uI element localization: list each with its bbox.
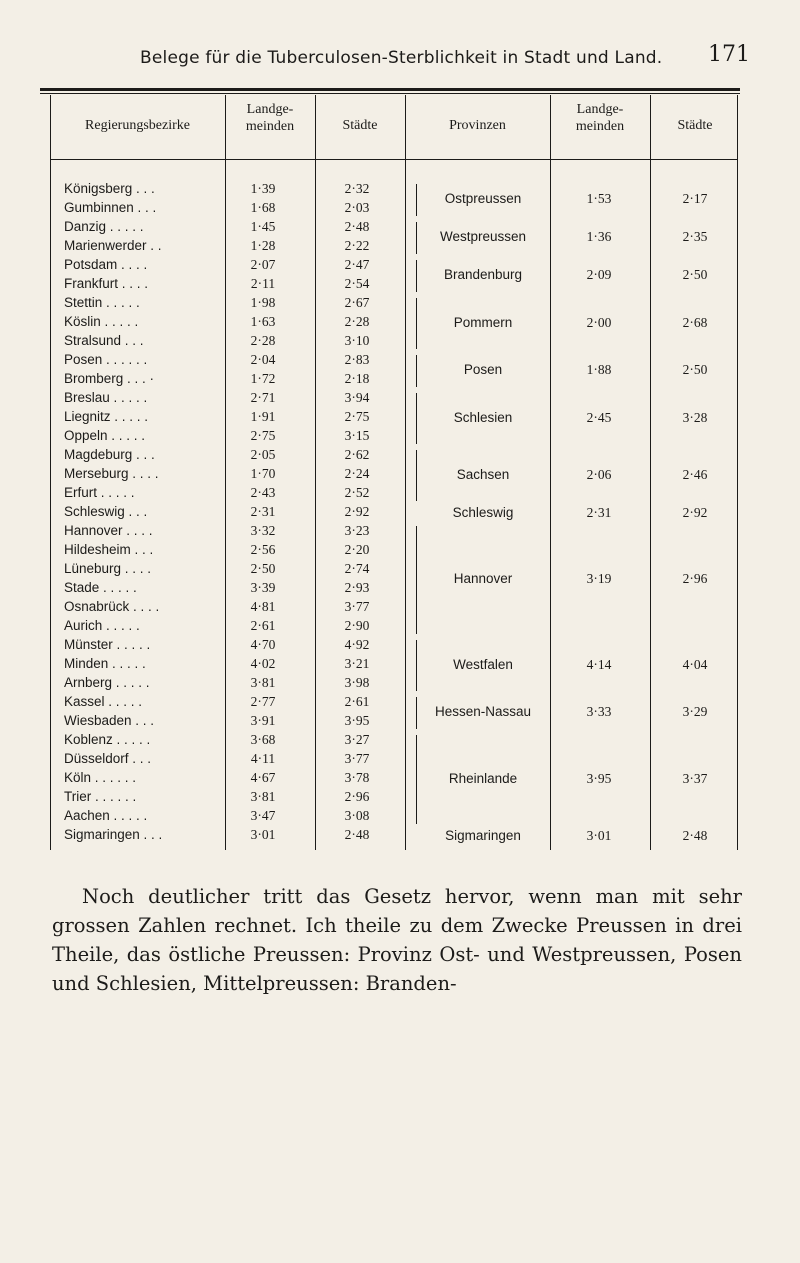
bezirk-name: Schleswig . . . <box>64 504 148 519</box>
table-row <box>40 333 740 352</box>
province-staedte: 3·37 <box>682 770 708 786</box>
table-row <box>40 694 740 713</box>
bezirk-landgemeinden: 2·75 <box>250 428 276 443</box>
province-name: Sigmaringen <box>445 827 521 843</box>
bezirk-name: Magdeburg . . . <box>64 447 155 462</box>
bezirk-staedte: 2·22 <box>344 238 370 253</box>
top-rule <box>40 88 740 91</box>
bezirk-landgemeinden: 2·11 <box>250 276 276 291</box>
bezirk-name: Osnabrück . . . . <box>64 599 160 614</box>
bezirk-landgemeinden: 3·91 <box>250 713 276 728</box>
province-name: Ostpreussen <box>444 191 522 206</box>
header-provinzen: Provinzen <box>449 118 506 133</box>
bezirk-name: Düsseldorf . . . <box>64 751 152 766</box>
bezirk-name: Arnberg . . . . . <box>64 675 150 690</box>
bezirk-name: Trier . . . . . . <box>64 789 137 804</box>
bezirk-name: Köln . . . . . . <box>64 770 137 785</box>
table-row <box>40 371 740 390</box>
province-staedte: 2·68 <box>682 314 708 330</box>
bezirk-staedte: 3·77 <box>344 599 370 614</box>
bezirk-name: Merseburg . . . . <box>64 466 159 481</box>
bezirk-landgemeinden: 2·50 <box>250 561 276 576</box>
table-row <box>40 618 740 637</box>
bezirk-name: Potsdam . . . . <box>64 257 148 272</box>
table-row <box>40 789 740 808</box>
province-staedte: 2·92 <box>682 504 708 520</box>
header-bezirke: Regierungsbezirke <box>85 118 190 133</box>
province-landgemeinden: 2·06 <box>586 466 612 482</box>
province-landgemeinden: 2·31 <box>586 504 612 520</box>
bezirk-staedte: 3·77 <box>344 751 370 766</box>
bezirk-staedte: 3·15 <box>344 428 370 443</box>
paragraph: Noch deutlicher tritt das Gesetz hervor, wenn man mit sehr grossen Zahlen rechnet. Ich theile zu dem Zwecke Preussen in drei Theile, das östliche Preussen: Provinz Ost- und Westpreussen, Posen und Schlesien, Mittelpreussen: Branden- <box>52 885 742 995</box>
bezirk-name: Münster . . . . . <box>64 637 151 652</box>
bezirk-landgemeinden: 3·81 <box>250 789 276 804</box>
bezirk-landgemeinden: 3·01 <box>250 827 276 842</box>
bezirk-name: Aachen . . . . . <box>64 808 148 823</box>
bezirk-landgemeinden: 3·32 <box>250 523 276 538</box>
province-staedte: 2·96 <box>682 571 708 586</box>
bezirk-staedte: 3·78 <box>344 770 370 785</box>
bezirk-staedte: 3·10 <box>344 333 370 348</box>
table-row <box>40 599 740 618</box>
bezirk-name: Frankfurt . . . . <box>64 276 149 291</box>
top-rule-thin <box>40 93 740 94</box>
bezirk-staedte: 2·32 <box>344 181 370 196</box>
bezirk-staedte: 2·48 <box>344 827 370 842</box>
province-staedte: 4·04 <box>682 656 708 672</box>
table-row <box>40 238 740 257</box>
bezirk-staedte: 3·98 <box>344 675 370 690</box>
province-landgemeinden: 3·33 <box>586 704 612 719</box>
page-header <box>60 40 750 76</box>
province-landgemeinden: 1·88 <box>586 362 612 377</box>
bezirk-staedte: 3·27 <box>344 732 370 747</box>
table-row <box>40 523 740 542</box>
table-row <box>40 257 740 276</box>
bezirk-landgemeinden: 2·77 <box>250 694 276 709</box>
bezirk-staedte: 2·52 <box>344 485 370 500</box>
bezirk-staedte: 4·92 <box>344 637 370 652</box>
table-row <box>40 542 740 561</box>
bezirk-staedte: 3·21 <box>344 656 370 671</box>
bezirk-staedte: 2·93 <box>344 580 370 595</box>
table-row <box>40 181 740 200</box>
bezirk-landgemeinden: 1·98 <box>250 295 276 310</box>
province-landgemeinden: 2·45 <box>586 409 612 425</box>
table-row <box>40 314 740 333</box>
bezirk-landgemeinden: 1·68 <box>250 200 276 215</box>
table-row <box>40 504 740 523</box>
province-landgemeinden: 1·36 <box>586 229 612 244</box>
mortality-table <box>40 95 740 855</box>
province-staedte: 2·50 <box>682 267 708 282</box>
bezirk-staedte: 2·18 <box>344 371 370 386</box>
bezirk-landgemeinden: 4·67 <box>250 770 276 785</box>
table-row <box>40 485 740 504</box>
bezirk-landgemeinden: 1·28 <box>250 238 276 253</box>
header-rule <box>50 159 737 160</box>
bezirk-staedte: 3·23 <box>344 523 370 538</box>
table-row <box>40 352 740 371</box>
bezirk-landgemeinden: 1·45 <box>250 219 276 234</box>
bezirk-staedte: 2·67 <box>344 295 370 310</box>
province-staedte: 3·29 <box>682 704 708 719</box>
bezirk-landgemeinden: 2·07 <box>250 257 276 272</box>
province-name: Schleswig <box>452 504 514 520</box>
province-name: Westpreussen <box>439 229 527 244</box>
province-staedte: 3·28 <box>682 409 708 425</box>
bezirk-name: Stade . . . . . <box>64 580 137 595</box>
bezirk-landgemeinden: 2·28 <box>250 333 276 348</box>
bezirk-landgemeinden: 2·05 <box>250 447 276 462</box>
bezirk-name: Bromberg . . . · <box>64 371 155 386</box>
bezirk-landgemeinden: 4·70 <box>250 637 276 652</box>
bezirk-name: Wiesbaden . . . <box>64 713 155 728</box>
bezirk-staedte: 2·75 <box>344 409 370 424</box>
bezirk-staedte: 2·74 <box>344 561 370 576</box>
bezirk-name: Danzig . . . . . <box>64 219 144 234</box>
table-row <box>40 390 740 409</box>
province-name: Pommern <box>453 314 513 330</box>
province-staedte: 2·17 <box>682 191 708 206</box>
table-row <box>40 770 740 789</box>
bezirk-name: Koblenz . . . . . <box>64 732 151 747</box>
bezirk-staedte: 2·54 <box>344 276 370 291</box>
bezirk-staedte: 3·08 <box>344 808 370 823</box>
bezirk-staedte: 2·92 <box>344 504 370 519</box>
header-p-staedte: Städte <box>677 118 713 133</box>
bezirk-name: Stettin . . . . . <box>64 295 140 310</box>
table-row <box>40 732 740 751</box>
province-landgemeinden: 3·01 <box>586 827 612 843</box>
bezirk-staedte: 3·95 <box>344 713 370 728</box>
bezirk-name: Kassel . . . . . <box>64 694 143 709</box>
header-staedte: Städte <box>342 118 378 133</box>
bezirk-staedte: 2·96 <box>344 789 370 804</box>
province-staedte: 2·48 <box>682 827 708 843</box>
bezirk-landgemeinden: 3·68 <box>250 732 276 747</box>
bezirk-landgemeinden: 1·72 <box>250 371 276 386</box>
header-landgemeinden: Landge- meinden <box>245 102 295 134</box>
province-name: Hannover <box>453 571 513 586</box>
bezirk-landgemeinden: 2·61 <box>250 618 276 633</box>
bezirk-name: Gumbinnen . . . <box>64 200 157 215</box>
bezirk-landgemeinden: 3·39 <box>250 580 276 595</box>
province-landgemeinden: 1·53 <box>586 191 612 206</box>
table-row <box>40 561 740 580</box>
table-row <box>40 713 740 732</box>
province-staedte: 2·35 <box>682 229 708 244</box>
table-row <box>40 675 740 694</box>
bezirk-landgemeinden: 2·04 <box>250 352 276 367</box>
bezirk-staedte: 2·83 <box>344 352 370 367</box>
table-row <box>40 295 740 314</box>
bezirk-landgemeinden: 2·31 <box>250 504 276 519</box>
bezirk-name: Aurich . . . . . <box>64 618 140 633</box>
table-row <box>40 751 740 770</box>
table-row <box>40 580 740 599</box>
province-name: Sachsen <box>456 466 510 482</box>
bezirk-name: Posen . . . . . . <box>64 352 148 367</box>
table-row <box>40 656 740 675</box>
table-row <box>40 200 740 219</box>
table-row <box>40 808 740 827</box>
bezirk-landgemeinden: 4·02 <box>250 656 276 671</box>
province-name: Hessen-Nassau <box>434 704 532 719</box>
bezirk-landgemeinden: 2·56 <box>250 542 276 557</box>
bezirk-staedte: 2·28 <box>344 314 370 329</box>
bezirk-staedte: 2·20 <box>344 542 370 557</box>
bezirk-name: Hildesheim . . . <box>64 542 154 557</box>
bezirk-landgemeinden: 1·39 <box>250 181 276 196</box>
province-name: Schlesien <box>453 409 513 425</box>
bezirk-landgemeinden: 4·81 <box>250 599 276 614</box>
bezirk-staedte: 2·47 <box>344 257 370 272</box>
bezirk-staedte: 2·61 <box>344 694 370 709</box>
table-row <box>40 409 740 428</box>
bezirk-landgemeinden: 1·70 <box>250 466 276 481</box>
bezirk-landgemeinden: 2·71 <box>250 390 276 405</box>
province-name: Brandenburg <box>443 267 523 282</box>
province-landgemeinden: 3·95 <box>586 770 612 786</box>
bezirk-landgemeinden: 1·91 <box>250 409 276 424</box>
table-row <box>40 276 740 295</box>
bezirk-landgemeinden: 2·43 <box>250 485 276 500</box>
table-row <box>40 428 740 447</box>
province-staedte: 2·50 <box>682 362 708 377</box>
bezirk-name: Sigmaringen . . . <box>64 827 163 842</box>
province-name: Posen <box>463 362 503 377</box>
table-row <box>40 466 740 485</box>
header-p-landgemeinden: Landge- meinden <box>575 102 625 134</box>
bezirk-name: Marienwerder . . <box>64 238 162 253</box>
bezirk-name: Oppeln . . . . . <box>64 428 146 443</box>
bezirk-landgemeinden: 1·63 <box>250 314 276 329</box>
table-row <box>40 637 740 656</box>
bezirk-name: Erfurt . . . . . <box>64 485 135 500</box>
table-row <box>40 219 740 238</box>
bezirk-landgemeinden: 3·47 <box>250 808 276 823</box>
province-staedte: 2·46 <box>682 466 708 482</box>
bezirk-name: Königsberg . . . <box>64 181 155 196</box>
running-title: Belege für die Tuberculosen-Sterblichkeit in Stadt und Land. <box>140 48 663 68</box>
bezirk-name: Köslin . . . . . <box>64 314 139 329</box>
bezirk-name: Liegnitz . . . . . <box>64 409 149 424</box>
bezirk-staedte: 2·90 <box>344 618 370 633</box>
province-landgemeinden: 3·19 <box>586 571 612 586</box>
bezirk-landgemeinden: 4·11 <box>250 751 276 766</box>
bezirk-name: Stralsund . . . <box>64 333 144 348</box>
body-text <box>52 882 742 998</box>
table-row <box>40 447 740 466</box>
province-landgemeinden: 4·14 <box>586 656 612 672</box>
bezirk-staedte: 2·03 <box>344 200 370 215</box>
bezirk-staedte: 3·94 <box>344 390 370 405</box>
page-number: 171 <box>708 42 750 67</box>
province-name: Westfalen <box>453 656 513 672</box>
bezirk-name: Hannover . . . . <box>64 523 153 538</box>
table-row <box>40 827 740 846</box>
bezirk-staedte: 2·62 <box>344 447 370 462</box>
bezirk-name: Breslau . . . . . <box>64 390 148 405</box>
province-landgemeinden: 2·09 <box>586 267 612 282</box>
province-name: Rheinlande <box>448 770 518 786</box>
bezirk-landgemeinden: 3·81 <box>250 675 276 690</box>
bezirk-name: Lüneburg . . . . <box>64 561 152 576</box>
province-landgemeinden: 2·00 <box>586 314 612 330</box>
bezirk-staedte: 2·24 <box>344 466 370 481</box>
bezirk-name: Minden . . . . . <box>64 656 146 671</box>
bezirk-staedte: 2·48 <box>344 219 370 234</box>
